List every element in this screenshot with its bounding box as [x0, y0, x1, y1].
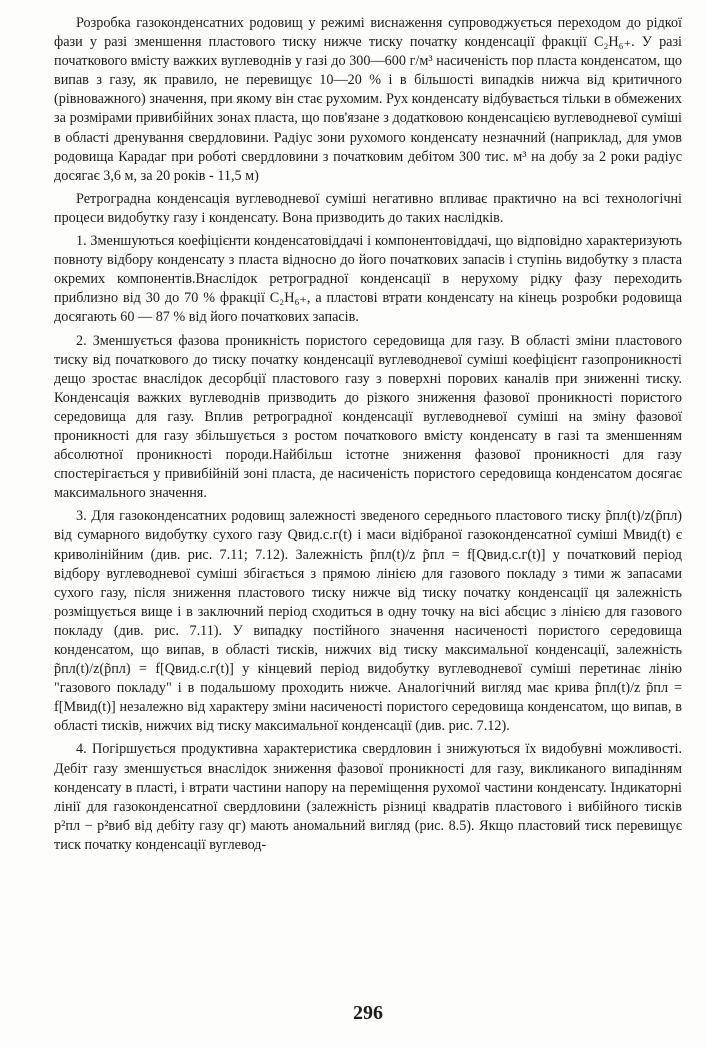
paragraph-3: 1. Зменшуються коефіцієнти конденсатовіддачі і компонентовіддачі, що відповідно характеризують повноту відбору конденсату з пласта відносно до його початкових запасів і ступінь видобутку з пласта окремих компонентів.Внаслідок ретроградної конденсації в нерухому рідку фазу переходить приблизно від 30 до 70 % фракції C₂H₆₊, а пластові втрати конденсату на кінець розробки родовища досягають 60 — 87 % від його початкових запасів.	[54, 233, 682, 326]
paragraph-5: 3. Для газоконденсатних родовищ залежності зведеного середнього пластового тиску p̃пл(t)/z(p̃пл) від сумарного видобутку сухого газу Qвид.с.г(t) і маси відібраної газоконденсатної суміші Mвид(t) є криволінійним (див. рис. 7.11; 7.12). Залежність p̃пл(t)/z p̃пл = f[Qвид.с.г(t)] у початковий період відбору вуглеводневої суміші збігається з прямою лінією для газового покладу з тими ж запасами сухого газу, після зниження пластового тиску нижче від тиску початку конденсації ця залежність розміщується вище і в заключний період сходиться в одну точку на вісі абсцис з лінією для газового покладу (див. рис. 7.11). У випадку постійного значення насиченості пористого середовища конденсатом, що випав, в області тисків, нижчих від тиску максимальної конденсації, залежність p̃пл(t)/z(p̃пл) = f[Qвид.с.г(t)] у кінцевий період видобутку вуглеводневої суміші перетинає лінію "газового покладу" і в подальшому проходить нижче. Аналогічний вигляд має крива p̃пл(t)/z p̃пл = f[Mвид(t)] незалежно від характеру зміни насиченості пористого середовища конденсатом, що випав, в області тисків, нижчих від тиску максимальної конденсації (див. рис. 7.12).	[54, 508, 682, 735]
paragraph-1: Розробка газоконденсатних родовищ у режимі виснаження супроводжується переходом до рідкої фази у разі зменшення пластового тиску нижче тиску початку конденсації фракції C₂H₆₊. У разі початкового вмісту важких вуглеводнів у газі до 300—600 г/м³ насиченість пор пласта конденсатом, що випав з газу, як правило, не перевищує 10—20 % і в більшості випадків нижча від критичного (рівноважного) значення, при якому він стає рухомим. Рух конденсату відбувається тільки в обмежених за розмірами привибійних зонах пласта, що пов'язане з додатковою конденсацією вуглеводневої суміші в області дренування свердловини. Радіус зони рухомого конденсату незначний (наприклад, для умов родовища Карадаг при роботі свердловини з початковим дебітом 300 тис. м³ на добу за 2 роки радіус досягає 3,6 м, за 20 років - 11,5 м)	[54, 15, 682, 184]
page-number: 296	[353, 1002, 383, 1024]
paragraph-6: 4. Погіршується продуктивна характеристика свердловин і знижуються їх видобувні можливості. Дебіт газу зменшується внаслідок зниження фазової проникності для газу, викликаного випадінням конденсату в пласті, і втрати частини напору на переміщення рухомої частини конденсату. Індикаторні лінії для газоконденсатної свердловини (залежність різниці квадратів пластового і вибійного тисків p²пл − p²виб від дебіту газу qг) мають аномальний вигляд (рис. 8.5). Якщо пластовий тиск перевищує тиск початку конденсації вуглевод-	[54, 741, 682, 853]
paragraph-2: Ретроградна конденсація вуглеводневої суміші негативно впливає практично на всі технологічні процеси видобутку газу і конденсату. Вона призводить до таких наслідків.	[54, 190, 682, 226]
page-body	[54, 14, 682, 855]
paragraph-4: 2. Зменшується фазова проникність пористого середовища для газу. В області зміни пластового тиску від початкового до тиску початку конденсації вуглеводневої суміші коефіцієнт газопроникності дещо зростає внаслідок десорбції пластового газу з поверхні порових каналів при зниженні тиску. Конденсація важких вуглеводнів призводить до різкого зниження фазової проникності пористого середовища для газу. Вплив ретроградної конденсації вуглеводневої суміші на зміну фазової проникності для газу збільшується з ростом початкового вмісту конденсату в газі та зменшенням абсолютної проникності породи.Найбільш істотне зниження фазової проникності для газу спостерігається у привибійній зоні пласта, де насиченість пористого середовища конденсатом досягає максимального значення.	[54, 332, 682, 502]
